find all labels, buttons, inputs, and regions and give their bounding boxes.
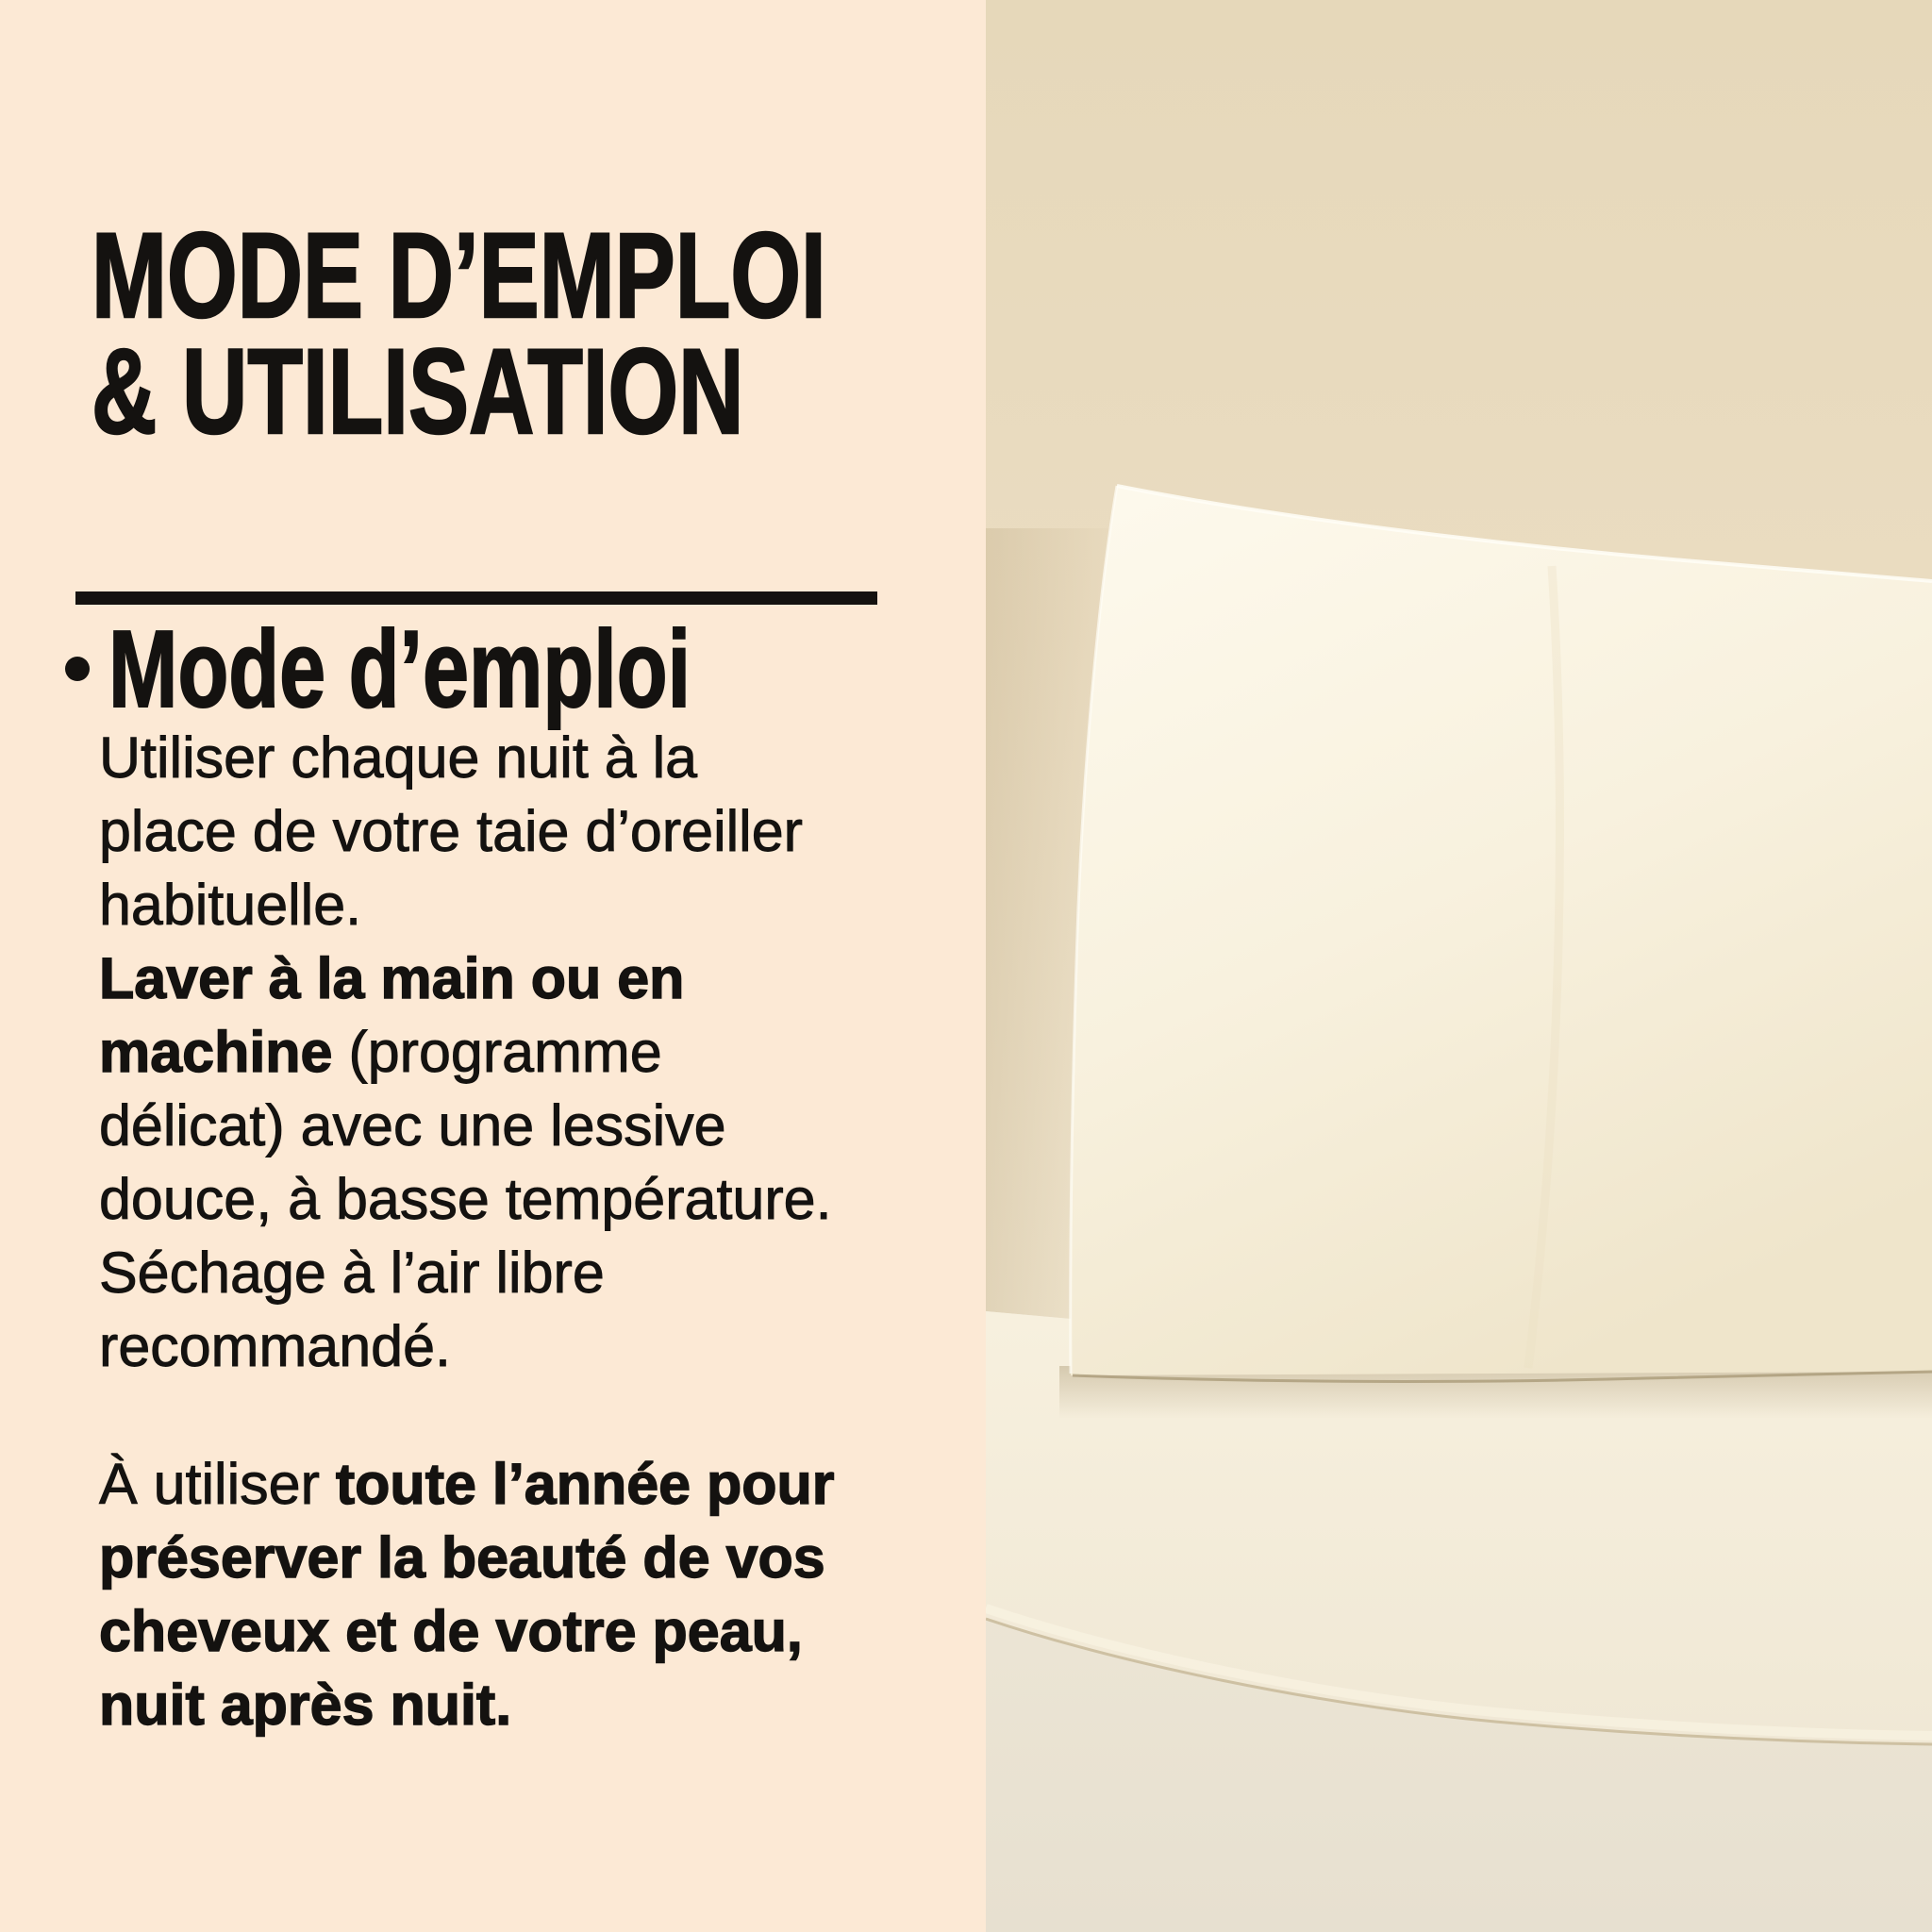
text-line — [99, 1015, 986, 1089]
text-run-bold: toute l’année pour — [335, 1452, 835, 1516]
bedding-photo — [986, 0, 1932, 1932]
bullet-icon — [65, 657, 90, 681]
section-heading — [65, 608, 986, 730]
benefit-paragraph — [99, 1447, 986, 1741]
text-line: habituelle. — [99, 873, 362, 937]
page-title-line-1: MODE D’EMPLOI — [92, 208, 826, 343]
title-underline — [75, 591, 877, 605]
text-line: préserver la beauté de vos — [99, 1525, 825, 1590]
text-line: douce, à basse température. — [99, 1167, 832, 1231]
text-line: Laver à la main ou en — [99, 946, 685, 1010]
usage-paragraph — [99, 721, 986, 1383]
page-title-line-2: & UTILISATION — [92, 325, 744, 459]
text-line: place de votre taie d’oreiller — [99, 799, 803, 863]
text-line: recommandé. — [99, 1314, 451, 1378]
text-run: À utiliser — [99, 1452, 336, 1516]
text-run: (programme — [332, 1020, 662, 1084]
product-photo — [986, 0, 1932, 1932]
text-line: Séchage à l’air libre — [99, 1241, 605, 1305]
text-line: délicat) avec une lessive — [99, 1093, 726, 1158]
section-heading-label: Mode d’emploi — [108, 608, 691, 730]
text-line: Utiliser chaque nuit à la — [99, 725, 698, 790]
text-line: cheveux et de votre peau, — [99, 1599, 803, 1663]
text-run-bold: machine — [99, 1020, 333, 1084]
page-title — [92, 208, 986, 459]
text-line: nuit après nuit. — [99, 1673, 512, 1737]
pillow — [1071, 486, 1932, 1375]
text-line — [99, 1447, 986, 1521]
